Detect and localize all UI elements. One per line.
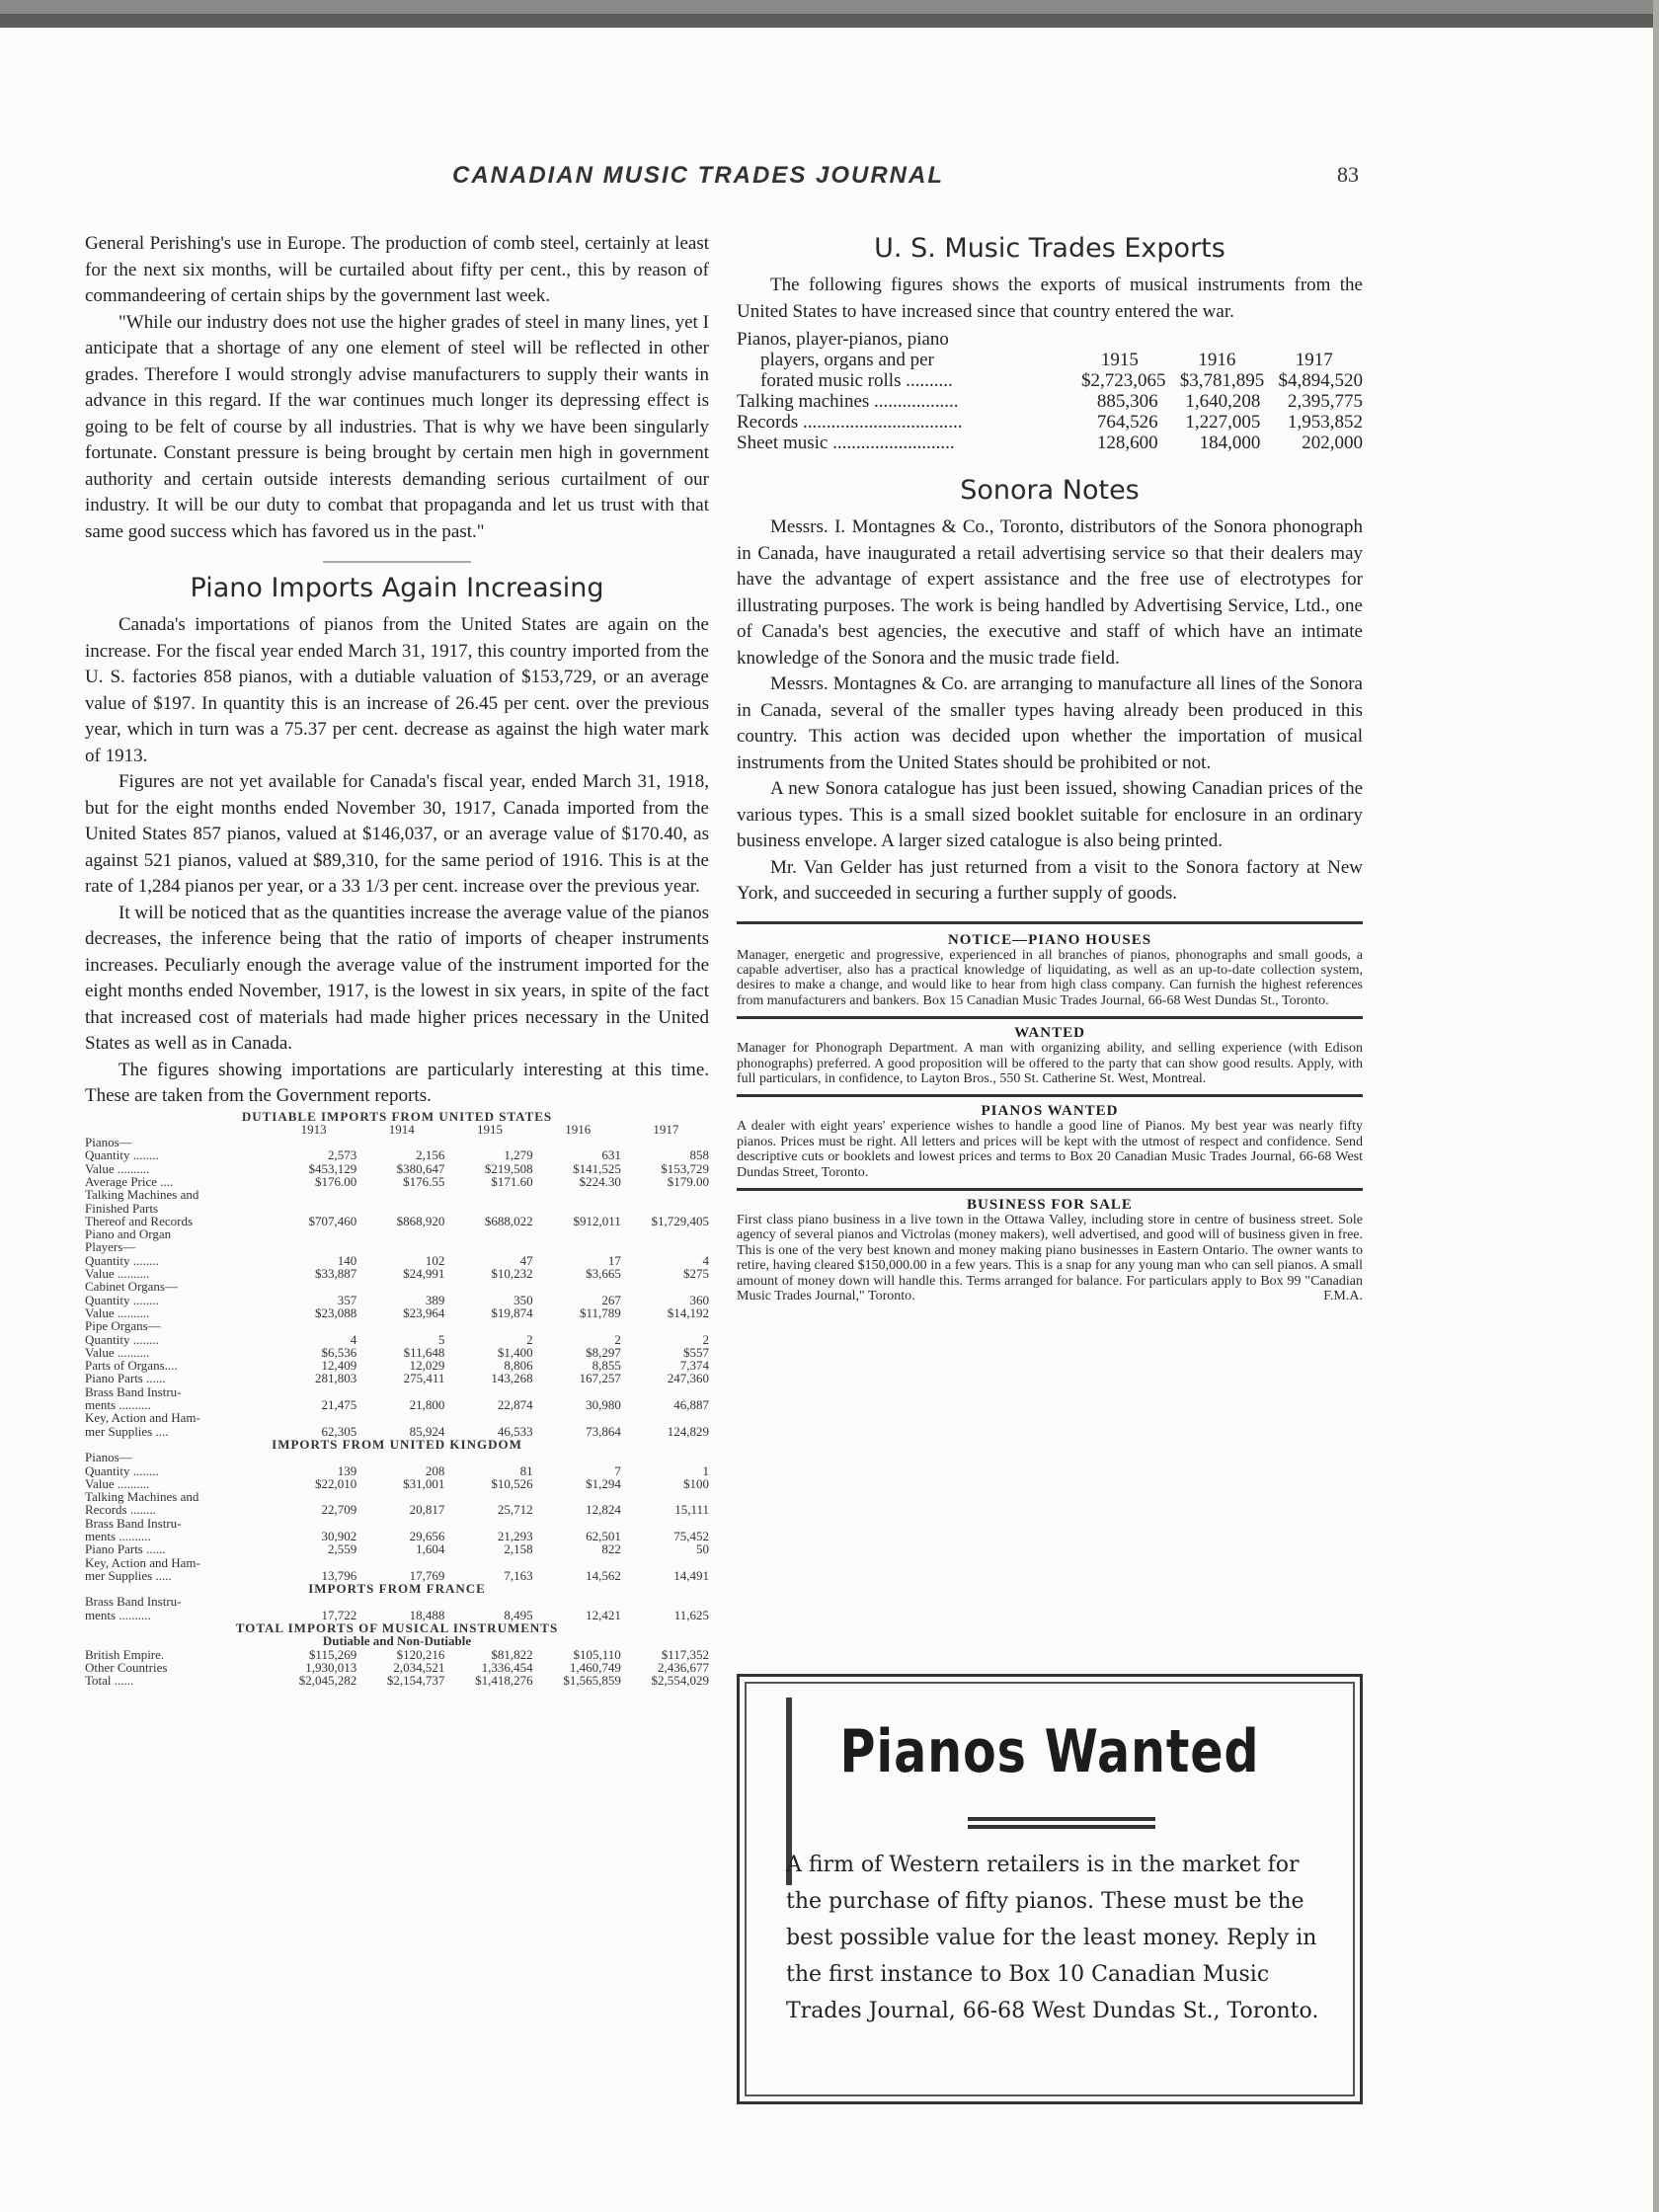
- row-label: Parts of Organs....: [85, 1358, 178, 1374]
- classified-rule: [737, 921, 1363, 924]
- imports-table-title: DUTIABLE IMPORTS FROM UNITED STATES: [241, 1108, 553, 1124]
- exports-table: [737, 329, 1363, 453]
- row-value: 12,029: [409, 1358, 445, 1374]
- imports-table-row: [85, 1188, 709, 1201]
- row-value: 14,562: [586, 1567, 621, 1583]
- row-label: Quantity ........: [85, 1331, 159, 1347]
- imports-table-row: [85, 1175, 709, 1188]
- row-value: 2,158: [504, 1541, 533, 1557]
- imports-table-row: [85, 1267, 709, 1280]
- imports-year-header: [85, 1123, 709, 1136]
- row-value: $179.00: [667, 1173, 710, 1189]
- imports-table-row: [85, 1294, 709, 1306]
- ad-headline: Pianos Wanted: [839, 1717, 1260, 1786]
- row-value: 389: [425, 1292, 445, 1307]
- row-value: 2: [614, 1331, 621, 1347]
- exports-row-label: Sheet music ..........................: [737, 433, 955, 453]
- classified-body: First class piano business in a live town in the Ottawa Valley, including store in centre of business street. Sole agency of several pianos and Victrolas (money makers), well advertised, and good will of business given in free. This is one of the very best known and money making piano businesses in Eastern Ontario. The owner wants to retire, having cleared $150,000.00 in a few years. This is a snap for any young man who can sell pianos. A small amount of money down will handle this. Terms arranged for balance. For particulars apply to Box 99 "Canadian Music Trades Journal," Toronto.: [737, 1212, 1363, 1304]
- piano-imports-heading: Piano Imports Again Increasing: [190, 573, 604, 603]
- row-label: Quantity ........: [85, 1147, 159, 1163]
- exports-heading: U. S. Music Trades Exports: [874, 233, 1225, 264]
- row-value: $380,647: [396, 1160, 445, 1176]
- exports-value: $4,894,520: [1278, 370, 1363, 391]
- imports-table-row: [85, 1227, 709, 1240]
- row-value: 12,824: [586, 1502, 621, 1518]
- imports-table-row: [85, 1385, 709, 1398]
- classified-title: NOTICE—PIANO HOUSES: [947, 931, 1152, 948]
- exports-row: [737, 412, 1363, 433]
- imports-table-row: [85, 1162, 709, 1175]
- exports-value: 184,000: [1199, 433, 1261, 453]
- pianos-wanted-ad: [737, 1674, 1363, 2104]
- exports-row: [737, 350, 1363, 370]
- row-value: $10,232: [491, 1266, 533, 1282]
- exports-value: 885,306: [1096, 391, 1158, 412]
- row-value: $557: [683, 1344, 710, 1360]
- row-value: 124,829: [667, 1423, 710, 1439]
- row-value: 18,488: [409, 1607, 445, 1622]
- row-value: 350: [514, 1292, 533, 1307]
- row-value: $8,297: [586, 1344, 621, 1360]
- row-label: Other Countries: [85, 1659, 168, 1675]
- article-paragraph: Canada's importations of pianos from the United States are again on the increase. For the fiscal year ended March 31, 1917, this country imported from the U. S. factories 858 pianos, with a dutiable valuation of $153,729, or an average value of $197. In quantity this is an increase of 26.45 per cent. over the previous year, which in turn was a 75.37 per cent. decrease as against the high water mark of 1913.: [85, 614, 709, 766]
- exports-year-header: [737, 329, 1363, 350]
- row-value: 140: [337, 1252, 357, 1268]
- row-value: $171.60: [491, 1173, 533, 1189]
- row-value: $453,129: [308, 1160, 357, 1176]
- section-divider: [323, 561, 471, 563]
- row-value: $224.30: [579, 1173, 621, 1189]
- row-value: $81,822: [491, 1646, 533, 1662]
- france-imports-rows: [85, 1595, 709, 1621]
- row-value: $105,110: [573, 1646, 621, 1662]
- row-label: Piano Parts ......: [85, 1371, 166, 1386]
- imports-table: [85, 1110, 709, 1688]
- row-value: 8,806: [504, 1358, 533, 1374]
- row-value: 21,475: [321, 1397, 357, 1413]
- imports-table-row: [85, 1136, 709, 1148]
- row-label: Value ..........: [85, 1475, 150, 1491]
- exports-value: 2,395,775: [1287, 391, 1363, 412]
- row-value: $688,022: [484, 1213, 533, 1228]
- imports-table-row: [85, 1359, 709, 1372]
- row-value: $120,216: [396, 1646, 445, 1662]
- row-value: $868,920: [396, 1213, 445, 1228]
- row-label: Cabinet Organs—: [85, 1279, 178, 1295]
- imports-table-row: [85, 1240, 709, 1253]
- row-value: 17: [607, 1252, 621, 1268]
- exports-value: 1,640,208: [1185, 391, 1261, 412]
- row-value: 75,452: [673, 1529, 710, 1543]
- classified-text: A dealer with eight years' experience wishes to handle a good line of Pianos. My best year was nearly fifty pianos. Prices must be right. All letters and prices will be kept with the utmost of respect and confidence. Send descriptive cuts or booklets and lowest prices and terms to Box 20 Canadian Music Trades Journal, 66-68 West Dundas Street, Toronto.: [737, 1119, 1363, 1180]
- exports-year: 1916: [1198, 350, 1236, 370]
- classified-rule: [737, 1016, 1363, 1019]
- row-label: Quantity ........: [85, 1292, 159, 1307]
- row-value: 22,709: [321, 1502, 357, 1518]
- classified-title: PIANOS WANTED: [981, 1103, 1119, 1120]
- row-value: $22,010: [314, 1475, 357, 1491]
- imports-table-row: [85, 1609, 709, 1621]
- row-value: 81: [519, 1462, 533, 1478]
- us-imports-rows: [85, 1136, 709, 1438]
- row-value: 2,559: [327, 1541, 357, 1557]
- row-value: 1,279: [504, 1147, 533, 1163]
- row-label: mer Supplies .....: [85, 1567, 172, 1583]
- continuation-paragraph: "While our industry does not use the higher grades of steel in many lines, yet I anticipate that a shortage of any one element of steel will be reflected in other grades. Therefore I would strongly advise manufacturers to supply their wants in advance in this regard. If the war continues much longer its depressing effect is going to be felt of course by all industries. That is why we have been singularly fortunate. Constant pressure is being brought by certain men high in government authority and certain outside interests demanding serious curtailment of our industry. It will be our duty to combat that propaganda and let us trust with that same good success which has favored us in the past.": [85, 311, 709, 542]
- exports-value: 128,600: [1096, 433, 1158, 453]
- row-value: 357: [337, 1292, 357, 1307]
- row-label: Value ..........: [85, 1266, 150, 1282]
- row-value: 167,257: [579, 1371, 621, 1386]
- ad-inner-frame: [745, 1682, 1355, 2096]
- row-value: 11,625: [673, 1607, 710, 1622]
- row-value: 13,796: [321, 1567, 357, 1583]
- row-value: 1,336,454: [481, 1659, 533, 1675]
- journal-title: CANADIAN MUSIC TRADES JOURNAL: [452, 162, 945, 189]
- sonora-paragraph: Messrs. I. Montagnes & Co., Toronto, distributors of the Sonora phonograph in Canada, have inaugurated a retail advertising service so that their dealers may have the advantage of expert assistance and the free use of electrotypes for illustrating purposes. The work is being handled by Advertising Service, Ltd., one of Canada's best agencies, the executive and staff of which have an intimate knowledge of the Sonora and the music trade field.: [737, 516, 1363, 669]
- row-label: Players—: [85, 1239, 136, 1255]
- imports-table-row: [85, 1215, 709, 1227]
- row-value: 47: [519, 1252, 533, 1268]
- row-value: 14,491: [673, 1567, 710, 1583]
- row-value: $100: [683, 1475, 710, 1491]
- row-value: 20,817: [409, 1502, 445, 1518]
- imports-table-row: [85, 1648, 709, 1661]
- classified-text: [737, 1213, 1363, 1304]
- exports-row: [737, 433, 1363, 453]
- imports-table-row: [85, 1254, 709, 1267]
- imports-table-row: [85, 1595, 709, 1608]
- imports-table-row: [85, 1346, 709, 1359]
- row-value: 102: [425, 1252, 445, 1268]
- row-value: 21,293: [497, 1529, 533, 1543]
- imports-table-row: [85, 1280, 709, 1293]
- row-value: $24,991: [403, 1266, 445, 1282]
- classified-text: Manager, energetic and progressive, experienced in all branches of pianos, phonographs and small goods, a capable advertiser, also has a practical knowledge of liquidating, as well as an up-to-date collection system, desires to make a change, and would like to hear from high class company. Can furnish the highest references from manufacturers and bankers. Box 15 Canadian Music Trades Journal, 66-68 West Dundas St., Toronto.: [737, 947, 1363, 1008]
- imports-table-row: [85, 1503, 709, 1516]
- row-value: 2,156: [416, 1147, 445, 1163]
- row-value: 12,409: [321, 1358, 357, 1374]
- running-head: [0, 154, 1659, 194]
- row-value: 2,436,677: [658, 1659, 710, 1675]
- total-imports-subtitle: Dutiable and Non-Dutiable: [322, 1633, 472, 1649]
- row-label: Average Price ....: [85, 1173, 174, 1189]
- sonora-heading: Sonora Notes: [960, 475, 1140, 506]
- row-label: Total ......: [85, 1673, 134, 1689]
- exports-value: 1,953,852: [1287, 412, 1363, 433]
- row-label: Talking Machines and: [85, 1187, 199, 1203]
- row-value: 15,111: [674, 1502, 710, 1518]
- row-value: 5: [437, 1331, 445, 1347]
- imports-table-row: [85, 1569, 709, 1582]
- exports-row-label: players, organs and per: [760, 350, 934, 370]
- exports-value: 764,526: [1096, 412, 1158, 433]
- imports-table-row: [85, 1556, 709, 1569]
- row-value: $1,565,859: [563, 1673, 621, 1689]
- row-value: $11,789: [580, 1304, 621, 1320]
- classified-signature: F.M.A.: [1323, 1289, 1363, 1304]
- row-label: Piano and Organ: [85, 1226, 172, 1242]
- uk-imports-rows: [85, 1451, 709, 1582]
- row-value: 247,360: [667, 1371, 710, 1386]
- row-label: Brass Band Instru-: [85, 1383, 182, 1399]
- row-value: 2,573: [327, 1147, 357, 1163]
- row-label: Quantity ........: [85, 1462, 159, 1478]
- row-value: 85,924: [409, 1423, 445, 1439]
- row-value: 17,769: [409, 1567, 445, 1583]
- row-value: $3,665: [586, 1266, 621, 1282]
- exports-row: [737, 370, 1363, 391]
- imports-table-row: [85, 1148, 709, 1161]
- row-value: $275: [683, 1266, 710, 1282]
- imports-table-row: [85, 1464, 709, 1477]
- france-imports-title: IMPORTS FROM FRANCE: [308, 1581, 486, 1597]
- row-label: ments ..........: [85, 1607, 151, 1622]
- row-value: 822: [601, 1541, 621, 1557]
- row-value: 2: [526, 1331, 533, 1347]
- exports-value: $2,723,065: [1081, 370, 1166, 391]
- magazine-page: [0, 14, 1659, 2212]
- row-value: $176.55: [403, 1173, 445, 1189]
- row-label: Thereof and Records: [85, 1213, 194, 1228]
- row-value: 1,460,749: [569, 1659, 621, 1675]
- classified-text: Manager for Phonograph Department. A man with organizing ability, and selling experience (with Edison phonographs) preferred. A good proposition will be offered to the party that can show good results. Apply, with full particulars, in confidence, to Layton Bros., 550 St. Catherine St. West, Montreal.: [737, 1041, 1363, 1086]
- scan-edge-shadow: [1653, 0, 1659, 2212]
- right-column: [737, 233, 1363, 1304]
- row-value: $11,648: [403, 1344, 445, 1360]
- classified-title: BUSINESS FOR SALE: [967, 1196, 1133, 1213]
- row-value: 1,930,013: [305, 1659, 357, 1675]
- row-value: 7: [614, 1462, 621, 1478]
- row-value: 1,604: [416, 1541, 445, 1557]
- row-value: 631: [601, 1147, 621, 1163]
- row-label: Finished Parts: [85, 1200, 159, 1216]
- imports-table-row: [85, 1477, 709, 1490]
- row-value: $1,729,405: [651, 1213, 710, 1228]
- imports-table-row: [85, 1542, 709, 1555]
- year-header: 1917: [653, 1121, 679, 1137]
- exports-year: 1915: [1100, 350, 1139, 370]
- classified-rule: [737, 1094, 1363, 1097]
- row-value: 62,501: [586, 1529, 621, 1543]
- exports-row-label: Pianos, player-pianos, piano: [737, 329, 949, 350]
- row-value: $6,536: [321, 1344, 357, 1360]
- row-label: Value ..........: [85, 1160, 150, 1176]
- row-label: Value ..........: [85, 1304, 150, 1320]
- row-value: $153,729: [661, 1160, 710, 1176]
- row-value: 46,887: [673, 1397, 710, 1413]
- page-number: 83: [1337, 162, 1359, 187]
- row-value: 139: [337, 1462, 357, 1478]
- row-label: Quantity ........: [85, 1252, 159, 1268]
- article-paragraph: It will be noticed that as the quantities increase the average value of the pianos decreases, the inference being that the ratio of imports of cheaper instruments increases. Peculiarly enough the average value of the instrument imported for the eight months ended November, 1917, is the lowest in six years, in spite of the fact that increased cost of materials had made higher prices necessary in the United States as well as in Canada.: [85, 902, 709, 1054]
- exports-value: 1,227,005: [1185, 412, 1261, 433]
- classified-title: WANTED: [1014, 1025, 1085, 1042]
- classified-rule: [737, 1188, 1363, 1191]
- row-value: $2,554,029: [651, 1673, 710, 1689]
- imports-table-row: [85, 1411, 709, 1424]
- row-value: $19,874: [491, 1304, 533, 1320]
- row-value: $141,525: [573, 1160, 621, 1176]
- row-value: 7,374: [679, 1358, 710, 1374]
- left-column: [85, 231, 709, 1688]
- year-header: 1913: [300, 1121, 327, 1137]
- row-label: Talking Machines and: [85, 1489, 199, 1505]
- row-value: 4: [350, 1331, 357, 1347]
- row-label: Key, Action and Ham-: [85, 1554, 200, 1570]
- imports-table-row: [85, 1530, 709, 1542]
- row-value: 858: [689, 1147, 710, 1163]
- row-label: Pianos—: [85, 1450, 132, 1465]
- year-header: 1914: [388, 1121, 415, 1137]
- row-value: $912,011: [573, 1213, 621, 1228]
- row-value: $1,418,276: [475, 1673, 533, 1689]
- imports-table-row: [85, 1451, 709, 1463]
- row-value: 275,411: [403, 1371, 445, 1386]
- row-value: 25,712: [497, 1502, 533, 1518]
- row-value: 30,980: [586, 1397, 621, 1413]
- scan-edge-shadow: [0, 14, 1659, 28]
- row-value: $23,088: [314, 1304, 357, 1320]
- exports-row-label: Records ..................................: [737, 412, 963, 433]
- article-paragraph: The figures showing importations are particularly interesting at this time. These are taken from the Government reports.: [85, 1059, 709, 1106]
- article-paragraph: Figures are not yet available for Canada's fiscal year, ended March 31, 1918, but for the eight months ended November 30, 1917, Canada imported from the United States 857 pianos, valued at $146,037, or an average value of $170.40, as against 521 pianos, valued at $89,310, for the same period of 1916. This is at the rate of 1,284 pianos per year, or a 33 1/3 per cent. increase over the previous year.: [85, 771, 709, 897]
- row-label: Brass Band Instru-: [85, 1515, 182, 1531]
- exports-row: [737, 391, 1363, 412]
- row-value: 8,855: [592, 1358, 621, 1374]
- row-label: Value ..........: [85, 1344, 150, 1360]
- total-imports-rows: [85, 1648, 709, 1688]
- uk-imports-title: IMPORTS FROM UNITED KINGDOM: [272, 1436, 522, 1452]
- row-value: $707,460: [308, 1213, 357, 1228]
- row-value: 2: [702, 1331, 710, 1347]
- row-value: $33,887: [314, 1266, 357, 1282]
- row-value: $219,508: [484, 1160, 533, 1176]
- row-value: $2,045,282: [298, 1673, 357, 1689]
- ad-body-text: A firm of Western retailers is in the market for the purchase of fifty pianos. These must be the best possible value for the least money. Reply in the first instance to Box 10 Canadian Music Trades Journal, 66-68 West Dundas St., Toronto.: [786, 1853, 1319, 2023]
- exports-row-label: Talking machines ..................: [737, 391, 959, 412]
- row-label: Pianos—: [85, 1135, 132, 1150]
- imports-table-row: [85, 1490, 709, 1503]
- row-value: 143,268: [491, 1371, 533, 1386]
- row-label: Pipe Organs—: [85, 1318, 161, 1334]
- row-value: 267: [601, 1292, 621, 1307]
- row-value: 30,902: [321, 1529, 357, 1543]
- row-value: $1,294: [586, 1475, 621, 1491]
- row-value: $23,964: [403, 1304, 445, 1320]
- row-label: ments ..........: [85, 1529, 151, 1543]
- row-value: 73,864: [586, 1423, 621, 1439]
- row-value: $31,001: [403, 1475, 445, 1491]
- imports-table-row: [85, 1674, 709, 1687]
- row-value: $1,400: [497, 1344, 533, 1360]
- row-value: 29,656: [409, 1529, 445, 1543]
- imports-table-row: [85, 1398, 709, 1411]
- row-value: 21,800: [409, 1397, 445, 1413]
- imports-table-row: [85, 1202, 709, 1215]
- row-value: 7,163: [504, 1567, 533, 1583]
- row-value: 4: [702, 1252, 710, 1268]
- row-value: 50: [696, 1541, 710, 1557]
- imports-table-row: [85, 1661, 709, 1674]
- row-value: $117,352: [661, 1646, 710, 1662]
- row-value: 2,034,521: [393, 1659, 445, 1675]
- row-value: 22,874: [497, 1397, 533, 1413]
- imports-table-row: [85, 1319, 709, 1332]
- exports-year: 1917: [1295, 350, 1333, 370]
- continuation-paragraph: General Perishing's use in Europe. The production of comb steel, certainly at least for the next six months, will be curtailed about fifty per cent., this by reason of commandeering of certain ships by the government last week.: [85, 233, 709, 306]
- year-header: 1915: [477, 1121, 503, 1137]
- row-value: $10,526: [491, 1475, 533, 1491]
- total-imports-title: TOTAL IMPORTS OF MUSICAL INSTRUMENTS: [235, 1620, 559, 1636]
- row-value: $14,192: [667, 1304, 710, 1320]
- row-value: 12,421: [586, 1607, 621, 1622]
- row-value: 281,803: [314, 1371, 357, 1386]
- row-value: $2,154,737: [386, 1673, 445, 1689]
- imports-table-row: [85, 1425, 709, 1438]
- row-value: $115,269: [308, 1646, 357, 1662]
- sonora-paragraph: A new Sonora catalogue has just been issued, showing Canadian prices of the various types. This is a small sized booklet suitable for enclosure in an ordinary business envelope. A larger sized catalogue is also being printed.: [737, 778, 1363, 851]
- row-label: ments ..........: [85, 1397, 151, 1413]
- exports-row-label: forated music rolls ..........: [760, 370, 953, 391]
- row-value: 360: [689, 1292, 710, 1307]
- year-header: 1916: [565, 1121, 592, 1137]
- row-label: British Empire.: [85, 1646, 165, 1662]
- imports-table-row: [85, 1517, 709, 1530]
- row-label: mer Supplies ....: [85, 1423, 169, 1439]
- row-label: Brass Band Instru-: [85, 1594, 182, 1610]
- exports-data-rows: [737, 370, 1363, 453]
- exports-value: 202,000: [1302, 433, 1363, 453]
- row-label: Piano Parts ......: [85, 1541, 166, 1557]
- row-value: 8,495: [504, 1607, 533, 1622]
- imports-table-row: [85, 1372, 709, 1384]
- row-value: 46,533: [497, 1423, 533, 1439]
- row-value: $176.00: [314, 1173, 357, 1189]
- row-label: Key, Action and Ham-: [85, 1410, 200, 1426]
- sonora-paragraph: Messrs. Montagnes & Co. are arranging to manufacture all lines of the Sonora in Canada, several of the smaller types having already been produced in this country. This action was decided upon whether the importation of musical instruments from the United States should be prohibited or not.: [737, 673, 1363, 773]
- imports-table-row: [85, 1306, 709, 1319]
- row-value: 1: [702, 1462, 710, 1478]
- exports-intro: The following figures shows the exports of musical instruments from the United States to have increased since that country entered the war.: [737, 275, 1363, 322]
- imports-table-row: [85, 1333, 709, 1346]
- exports-value: $3,781,895: [1179, 370, 1265, 391]
- row-value: 208: [425, 1462, 445, 1478]
- row-label: Records ........: [85, 1502, 156, 1518]
- ad-double-rule: [968, 1817, 1155, 1833]
- row-value: 17,722: [321, 1607, 357, 1622]
- sonora-paragraph: Mr. Van Gelder has just returned from a visit to the Sonora factory at New York, and succeeded in securing a further supply of goods.: [737, 856, 1363, 904]
- row-value: 62,305: [321, 1423, 357, 1439]
